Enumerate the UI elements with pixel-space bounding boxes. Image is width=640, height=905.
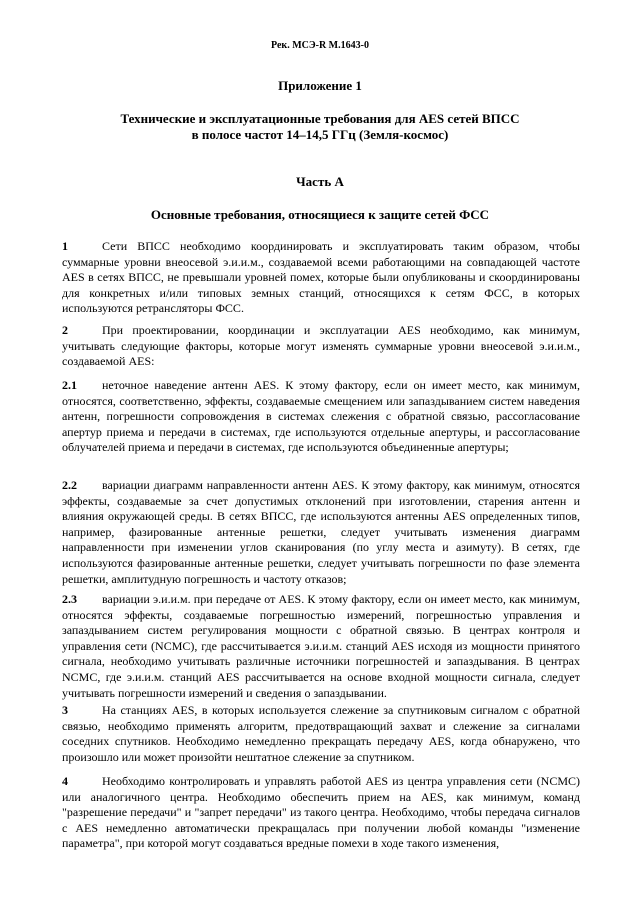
paragraph-text: При проектировании, координации и эксплуатации AES необходимо, как минимум, учитывать следующие факторы, которые могут изменять суммарные уровни внеосевой э.и.и.м., создаваемой AES: [62, 323, 580, 369]
paragraph-number: 2.2 [62, 478, 77, 492]
paragraph [62, 478, 580, 587]
paragraph-text: На станциях AES, в которых используется слежение за спутниковым сигналом с обратной связью, необходимо применять алгоритм, предотвращающий захват и слежение за сигналами соседних спутников. Необходимо немедленно прекращать передачу AES, когда обнаружено, что произошло или может произойти нештатное слежение за спутником. [62, 703, 580, 764]
paragraph-text: неточное наведение антенн AES. К этому фактору, если он имеет место, как минимум, относятся, соответственно, эффекты, создаваемые смещением или запаздыванием систем наведения антенн, погрешности сопровождения в системах слежения с обратной связью, рассогласование апертур приема и передачи в системах, где используются отдельные апертуры, и рассогласование облучателей приема и передачи в системах, где используются объединенные апертуры; [62, 378, 580, 455]
paragraph-number: 2.1 [62, 378, 77, 392]
section-title: Основные требования, относящиеся к защите сетей ФСС [150, 207, 490, 222]
paragraph [62, 239, 580, 317]
paragraph-text: вариации диаграмм направленности антенн AES. К этому фактору, как минимум, относятся эффекты, создаваемые за счет допустимых отклонений при изготовлении, старения антенн и влияния окружающей среды. В сетях ВПСС, где используются антенны AES определенных типов, например, фазированные антенные решетки, следует учитывать изменения диаграмм направленности при изменении углов сканирования (по углу места и азимуту). В сетях, где используются фазированные антенные решетки, следует учитывать погрешности по фазе элемента решетки, амплитудную погрешность и частоту отказов; [62, 478, 580, 586]
paragraph-text: вариации э.и.и.м. при передаче от AES. К этому фактору, если он имеет место, как минимум, относятся эффекты, создаваемые погрешностью измерений, погрешностью управления и запаздыванием систем регулирования мощности с обратной связью. В центрах контроля и управления сети (NCMC), где рассчитывается э.и.и.м. станций AES исходя из мощности принятого сигнала, необходимо учитывать различные источники погрешностей и запаздывания. В центрах NCMC, где э.и.и.м. станций AES рассчитывается на основе входной мощности сигнала, следует учитывать погрешности измерений и сведения о запаздывании. [62, 592, 580, 700]
annex-title: Приложение 1 [278, 78, 362, 93]
paragraph [62, 378, 580, 456]
page-header: Рек. МСЭ-R M.1643-0 [271, 40, 369, 51]
paragraph-number: 2 [62, 323, 68, 337]
main-title-line2: в полосе частот 14–14,5 ГГц (Земля-космос) [191, 127, 449, 142]
paragraph [62, 774, 580, 852]
paragraph [62, 703, 580, 765]
paragraph [62, 592, 580, 701]
paragraph-text: Необходимо контролировать и управлять работой AES из центра управления сети (NCMC) или аналогичного центра. Необходимо обеспечить прием на AES, как минимум, команд "разрешение передачи" и "запрет передачи" из такого центра. Необходимо, чтобы передача сигналов с AES немедленно автоматически прекращалась при получении любой команды "изменение параметра", при которой могут создаваться вредные помехи в ходе такого изменения, [62, 774, 580, 851]
paragraph [62, 323, 580, 370]
main-title-line1: Технические и эксплуатационные требования для AES сетей ВПСС [120, 111, 520, 126]
part-title: Часть А [296, 174, 344, 189]
paragraph-number: 3 [62, 703, 68, 717]
paragraph-number: 2.3 [62, 592, 77, 606]
paragraph-number: 4 [62, 774, 68, 788]
paragraph-number: 1 [62, 239, 68, 253]
paragraph-text: Сети ВПСС необходимо координировать и эксплуатировать таким образом, чтобы суммарные уровни внеосевой э.и.и.м., создаваемой всеми работающими на совпадающей частоте AES в сетях ВПСС, не превышали уровней помех, которые были опубликованы и скоординированы для конкретных и/или типовых земных станций, относящихся к сетям ФСС, в которых используются ретрансляторы ФСС. [62, 239, 580, 316]
